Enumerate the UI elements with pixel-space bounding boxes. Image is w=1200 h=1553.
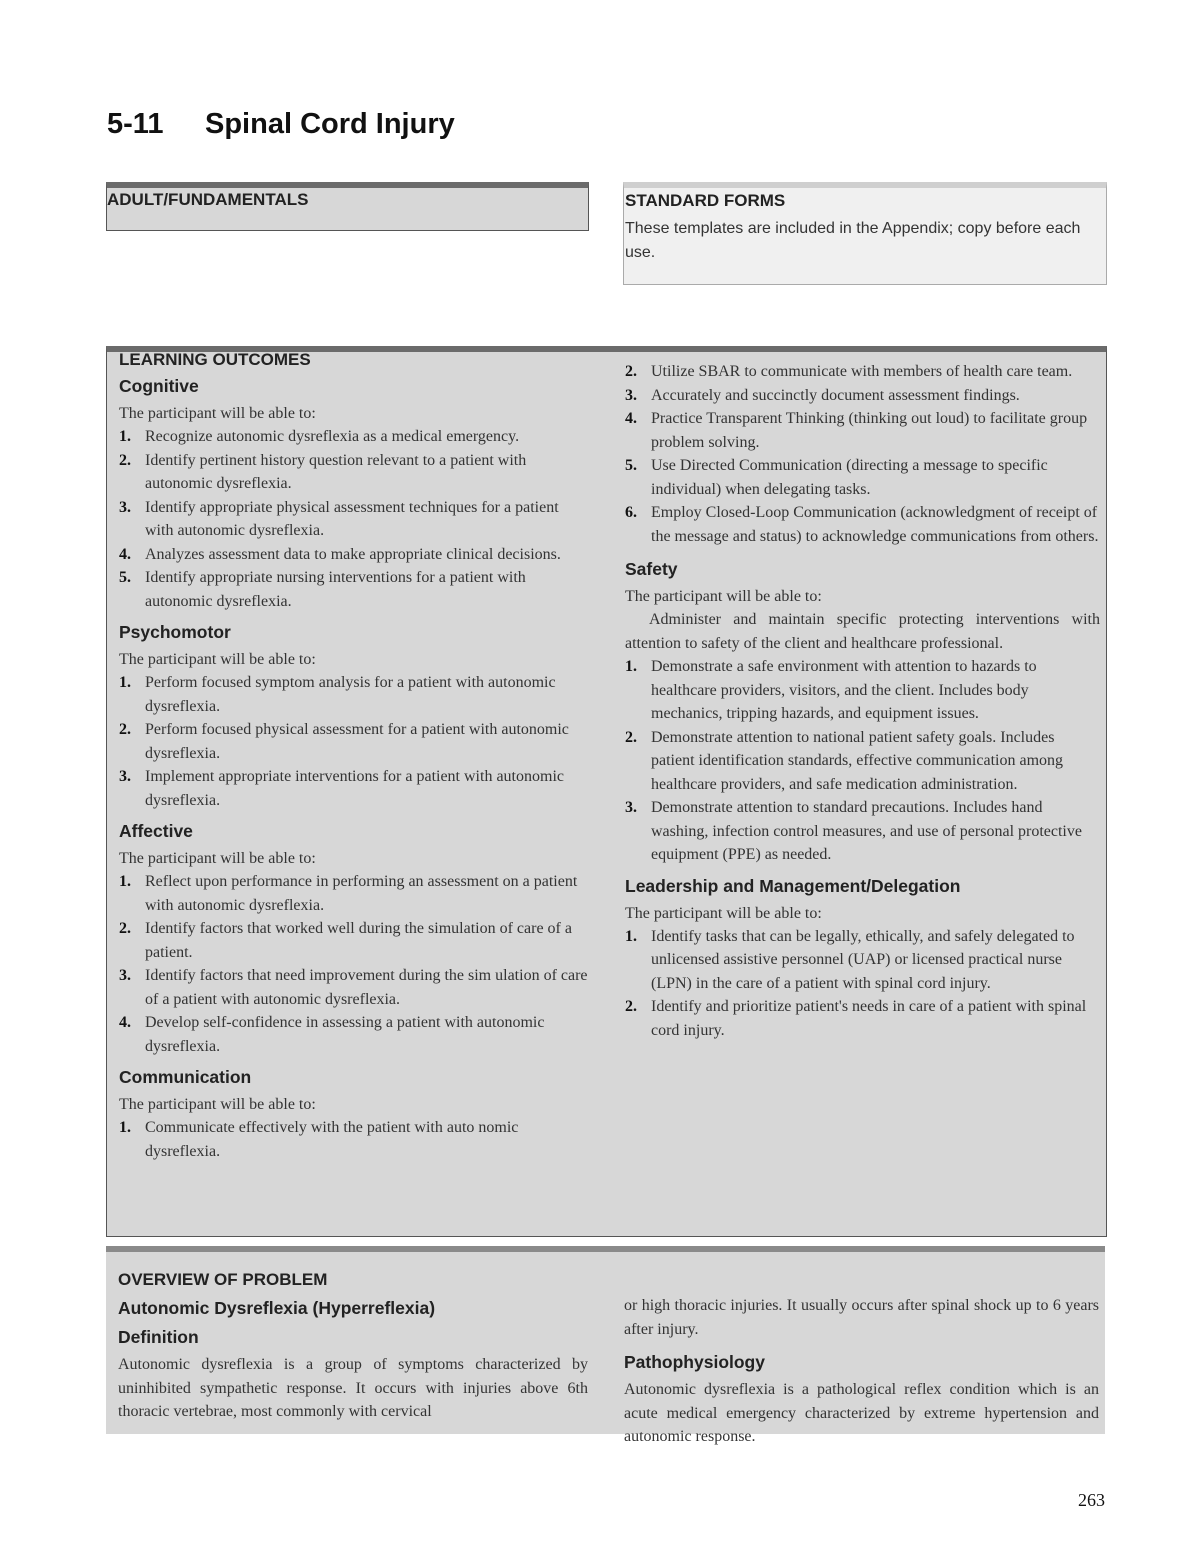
item-text: Identify factors that worked well during the simulation of care of a patient. [145,920,572,961]
list-item [119,425,589,449]
list-item [119,449,589,496]
item-number: 4. [119,545,131,563]
pathophysiology-text: Autonomic dysreflexia is a pathological reflex condition which is an acute medical emergency characterized by extreme hypertension and autonomic response. [624,1381,1099,1445]
cognitive-list [119,425,589,613]
item-text: Demonstrate a safe environment with attention to hazards to healthcare providers, visitors, and the client. Includes body mechanics, tripping hazards, and equipment issues. [651,658,1037,722]
item-text: Identify pertinent history question relevant to a patient with autonomic dysreflexia. [145,451,527,492]
list-item [119,917,589,964]
list-item [625,925,1100,996]
communication-list-right [625,360,1100,548]
item-number: 6. [625,504,637,521]
affective-intro: The participant will be able to: [119,850,316,867]
list-item [119,496,589,543]
standard-forms-heading: STANDARD FORMS [625,191,786,210]
communication-list-left [119,1116,589,1163]
item-text: Use Directed Communication (directing a message to specific individual) when delegating tasks. [651,457,1048,498]
list-item [625,501,1100,548]
overview-left-column [118,1270,588,1424]
list-item [625,796,1100,867]
page-number: 263 [1078,1490,1105,1510]
item-text: Identify appropriate nursing interventions for a patient with autonomic dysreflexia. [145,569,526,610]
item-text: Recognize autonomic dysreflexia as a medical emergency. [145,428,520,445]
item-text: Demonstrate attention to standard precautions. Includes hand washing, infection control measures, and use of personal protective equipment (PPE) as needed. [651,799,1082,863]
item-number: 2. [625,728,637,746]
standard-forms-box [623,182,1107,285]
list-item [119,543,589,567]
item-text: Practice Transparent Thinking (thinking out loud) to facilitate group problem solving. [651,410,1088,451]
overview-subheading: Autonomic Dysreflexia (Hyperreflexia) [118,1298,436,1318]
item-text: Utilize SBAR to communicate with members of health care team. [651,363,1073,380]
affective-list [119,870,589,1058]
list-item [119,870,589,917]
item-number: 5. [119,569,131,586]
item-number: 2. [119,721,131,738]
safety-intro: The participant will be able to: [625,588,822,605]
list-item [625,655,1100,726]
safety-list [625,655,1100,867]
item-number: 1. [625,927,637,945]
overview-box [106,1246,1105,1445]
psychomotor-heading: Psychomotor [119,622,231,642]
list-item [625,726,1100,797]
definition-text-right: or high thoracic injuries. It usually occurs after spinal shock up to 6 years after injury. [624,1297,1099,1338]
item-text: Reflect upon performance in performing an assessment on a patient with autonomic dysreflexia. [145,873,578,914]
item-text: Employ Closed-Loop Communication (acknowledgment of receipt of the message and status) to acknowledge communications from others. [651,504,1099,545]
item-number: 1. [119,674,131,691]
cognitive-heading: Cognitive [119,376,199,396]
psychomotor-list [119,671,589,812]
item-number: 2. [119,920,131,937]
item-text: Perform focused symptom analysis for a patient with autonomic dysreflexia. [145,674,556,715]
list-item [625,384,1100,408]
overview-right-column [624,1294,1099,1449]
pathophysiology-heading: Pathophysiology [624,1352,765,1372]
item-text: Identify and prioritize patient's needs in care of a patient with spinal cord injury. [651,998,1087,1039]
communication-intro: The participant will be able to: [119,1096,316,1113]
item-text: Analyzes assessment data to make appropriate clinical decisions. [145,545,561,563]
item-number: 1. [625,658,637,675]
list-item [119,1116,589,1163]
page-title [107,108,455,141]
cognitive-intro: The participant will be able to: [119,405,316,422]
affective-heading: Affective [119,821,193,841]
item-number: 2. [625,998,637,1015]
adult-fundamentals-box [106,182,589,231]
safety-paragraph: Administer and maintain specific protecting interventions with attention to safety of the client and healthcare professional. [625,611,1100,652]
item-number: 3. [119,768,131,785]
item-number: 3. [625,386,637,404]
learning-outcomes-heading: LEARNING OUTCOMES [119,350,311,369]
item-text: Perform focused physical assessment for a patient with autonomic dysreflexia. [145,721,569,762]
item-number: 4. [119,1014,131,1031]
item-number: 2. [625,363,637,380]
list-item [119,718,589,765]
leadership-list [625,925,1100,1043]
item-text: Identify factors that need improvement during the sim ulation of care of a patient with autonomic dysreflexia. [145,967,588,1008]
item-number: 1. [119,1119,131,1136]
list-item [625,360,1100,384]
item-text: Identify tasks that can be legally, ethically, and safely delegated to unlicensed assistive personnel (UAP) or licensed practical nurse (LPN) in the care of a patient with spinal cord injury. [651,927,1075,992]
psychomotor-intro: The participant will be able to: [119,651,316,668]
safety-heading: Safety [625,559,678,579]
item-number: 3. [119,498,131,516]
item-text: Communicate effectively with the patient with auto nomic dysreflexia. [145,1119,519,1160]
item-text: Develop self-confidence in assessing a patient with autonomic dysreflexia. [145,1014,545,1055]
item-number: 5. [625,457,637,474]
definition-text-left: Autonomic dysreflexia is a group of symptoms characterized by uninhibited sympathetic response. It occurs with injuries above 6th thoracic vertebrae, most commonly with cervical [118,1356,588,1420]
list-item [119,765,589,812]
list-item [119,566,589,613]
item-text: Accurately and succinctly document assessment findings. [651,386,1020,404]
list-item [625,454,1100,501]
learning-outcomes-left-column [119,352,589,1163]
list-item [119,1011,589,1058]
item-text: Identify appropriate physical assessment techniques for a patient with autonomic dysreflexia. [145,498,559,539]
item-text: Implement appropriate interventions for a patient with autonomic dysreflexia. [145,768,564,809]
adult-fundamentals-label: ADULT/FUNDAMENTALS [107,190,309,209]
item-number: 3. [119,967,131,984]
definition-heading: Definition [118,1327,199,1347]
item-number: 4. [625,410,637,427]
leadership-intro: The participant will be able to: [625,904,822,922]
overview-heading: OVERVIEW OF PROBLEM [118,1270,328,1289]
chapter-number: 5-11 [107,108,164,140]
item-number: 3. [625,799,637,816]
list-item [119,671,589,718]
item-number: 1. [119,873,131,890]
chapter-title: Spinal Cord Injury [205,108,455,140]
item-text: Demonstrate attention to national patient safety goals. Includes patient identification standards, effective communication among healthcare providers, and safe medication administration. [651,728,1064,793]
standard-forms-text: These templates are included in the Appendix; copy before each use. [625,220,1081,261]
list-item [119,964,589,1011]
item-number: 2. [119,451,131,469]
communication-heading: Communication [119,1067,252,1087]
leadership-heading: Leadership and Management/Delegation [625,875,961,896]
item-number: 1. [119,428,131,445]
learning-outcomes-box [106,346,1107,1237]
learning-outcomes-right-column [625,352,1100,1042]
list-item [625,407,1100,454]
list-item [625,995,1100,1042]
